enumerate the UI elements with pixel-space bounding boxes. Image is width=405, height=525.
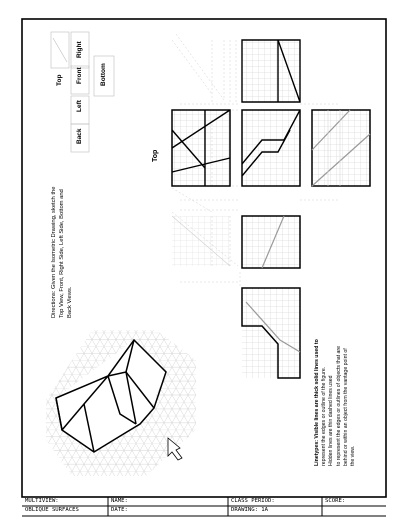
linetypes-line-6: the view. bbox=[350, 445, 357, 466]
tb-name-field[interactable]: NAME: bbox=[111, 498, 128, 504]
view-box-right bbox=[242, 40, 300, 102]
directions-line-1: Directions: Given the Isometric Drawing, sketch the bbox=[51, 186, 57, 318]
tb-class-period-field[interactable]: CLASS PERIOD: bbox=[231, 498, 275, 504]
view-box-back bbox=[242, 288, 300, 378]
key-label-left: Left bbox=[76, 100, 83, 112]
tb-multiview: MULTIVIEW: bbox=[25, 498, 59, 504]
linetypes-line-2: represent the edges or outline of the figure. bbox=[321, 366, 328, 466]
linetypes-line-3: Hidden lines are thin dashed lines used bbox=[328, 375, 335, 466]
key-label-front: Front bbox=[76, 67, 83, 84]
tb-date-field[interactable]: DATE: bbox=[111, 507, 128, 513]
view-box-bottom-left bbox=[172, 216, 230, 266]
view-box-front bbox=[242, 110, 300, 186]
linetypes-line-4: to represent the edges or outlines of objects that are bbox=[335, 346, 342, 466]
view-box-bottom bbox=[242, 216, 300, 268]
key-label-top: Top bbox=[56, 74, 63, 86]
directions-line-3: Back Views. bbox=[67, 286, 73, 318]
isometric-figure bbox=[46, 330, 196, 476]
tb-score-field[interactable]: SCORE: bbox=[325, 498, 346, 504]
directions-text bbox=[50, 187, 74, 318]
key-label-back: Back bbox=[76, 128, 83, 144]
view-box-top bbox=[172, 110, 230, 186]
linetypes-line-5: behind or within an object from the vantage point of bbox=[342, 348, 349, 466]
linetypes-text bbox=[314, 339, 357, 466]
key-label-right: Right bbox=[76, 41, 83, 58]
view-box-left bbox=[312, 110, 370, 186]
tb-oblique-surfaces: OBLIQUE SURFACES bbox=[25, 507, 79, 513]
linetypes-line-1: Linetypes: Visible lines are thick solid lines used to bbox=[314, 339, 320, 466]
top-view-label: Top bbox=[152, 149, 159, 162]
directions-line-2: Top View, Front, Right Side, Left Side, Bottom and bbox=[59, 189, 65, 318]
tb-drawing-number: DRAWING: 1A bbox=[231, 507, 269, 513]
key-label-bottom: Bottom bbox=[100, 63, 107, 86]
